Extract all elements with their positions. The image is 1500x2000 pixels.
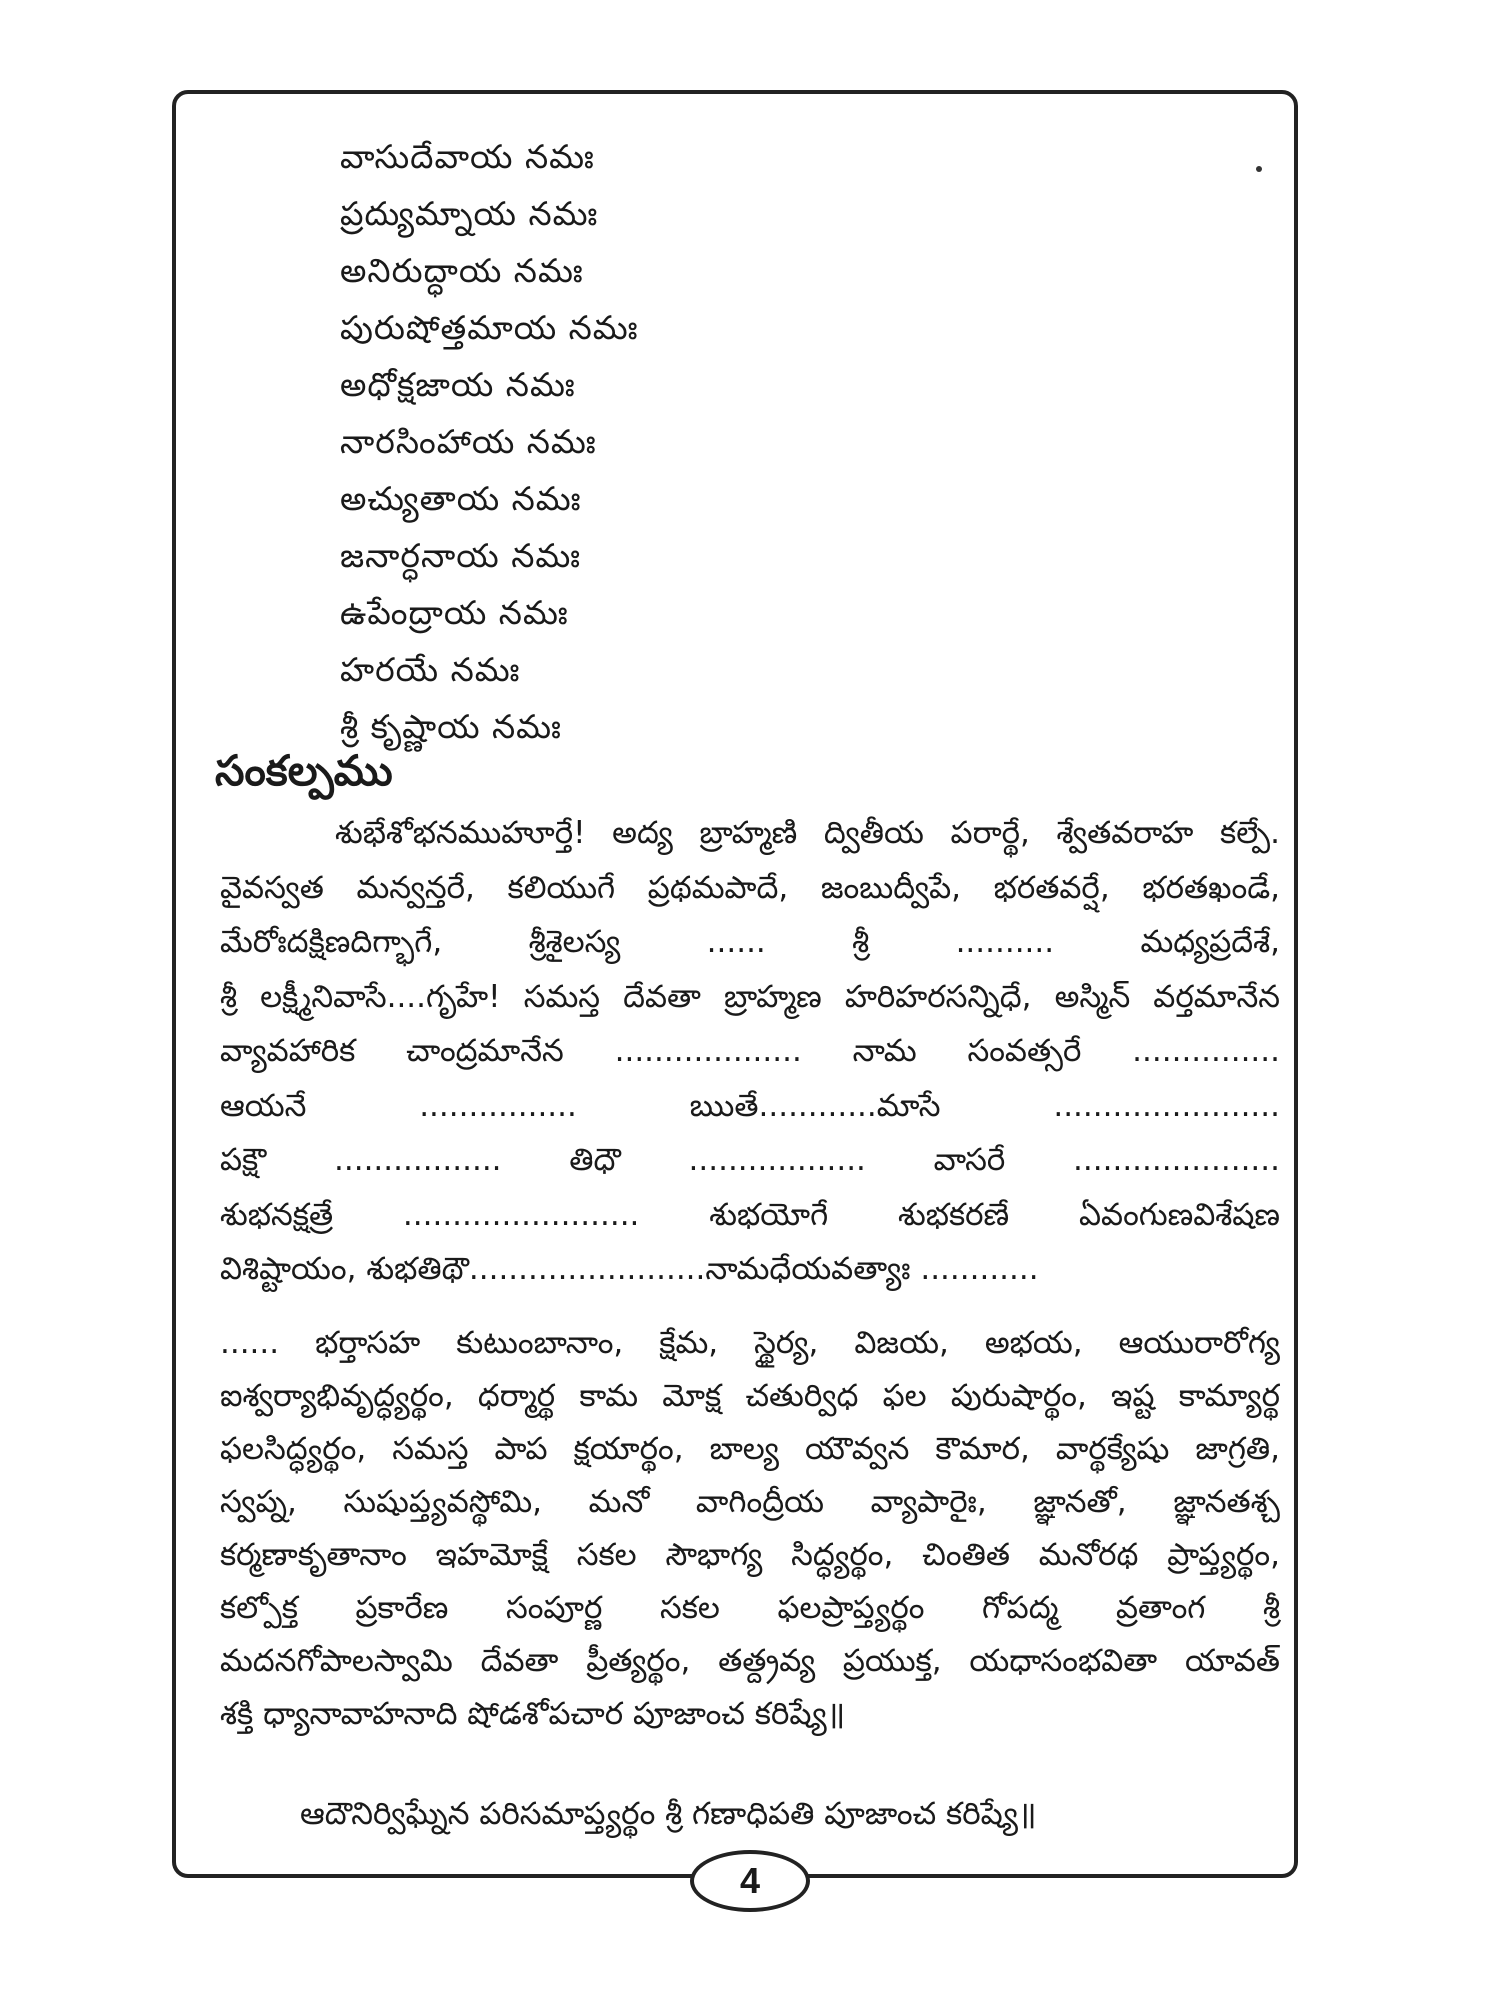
mantra-list	[340, 128, 638, 755]
paragraph-line: ఐశ్వర్యాభివృద్ధ్యర్థం, ధర్మార్థ కామ మోక్ష చతుర్విధ ఫల పురుషార్థం, ఇష్ట కామ్యార్థ	[220, 1378, 1280, 1414]
sankalpam-block	[220, 806, 1280, 1297]
paragraph-line: ...... భర్తాసహ కుటుంబానాం, క్షేమ, స్థైర్య, విజయ, అభయ, ఆయురారోగ్య	[220, 1325, 1280, 1361]
sankalpam-line: వైవస్వత మన్వన్తరే, కలియుగే ప్రథమపాదే, జంబుద్వీపే, భరతవర్షే, భరతఖండే,	[220, 869, 1280, 906]
mantra-line: జనార్ధనాయ నమః	[340, 536, 582, 575]
page-number: 4	[739, 1860, 761, 1901]
paragraph-line: కర్మణాకృతానాం ఇహమోక్షే సకల సౌభాగ్య సిద్ధ్యర్థం, చింతిత మనోరథ ప్రాప్త్యర్థం,	[220, 1537, 1280, 1573]
paragraph-line: కల్పోక్త ప్రకారేణ సంపూర్ణ సకల ఫలప్రాప్త్యర్థం గోపద్మ వ్రతాంగ శ్రీ	[220, 1590, 1280, 1626]
paragraph-line: ఫలసిద్ధ్యర్థం, సమస్త పాప క్షయార్థం, బాల్య యౌవ్వన కౌమార, వార్థక్యేషు జాగ్రతి,	[220, 1431, 1280, 1467]
speck	[1256, 166, 1262, 172]
sankalpam-line: మేరోఃదక్షిణదిగ్భాగే, శ్రీశైలస్య ...... శ్రీ .......... మధ్యప్రదేశే,	[220, 924, 1280, 960]
mantra-line: వాసుదేవాయ నమః	[340, 137, 595, 176]
mantra-line: పురుషోత్తమాయ నమః	[340, 308, 639, 347]
closing-line: ఆదౌనిర్విఘ్నేన పరిసమాప్త్యర్థం శ్రీ గణాధిపతి పూజాంచ కరిష్యే॥	[300, 1796, 1037, 1832]
sankalpam-line: శ్రీ లక్ష్మీనివాసే....గృహే! సమస్త దేవతా బ్రాహ్మణ హరిహరసన్నిధే, అస్మిన్ వర్తమానేన	[220, 978, 1280, 1015]
mantra-line: అనిరుద్ధాయ నమః	[340, 251, 584, 290]
mantra-line: శ్రీ కృష్ణాయ నమః	[340, 707, 562, 746]
sankalpam-line: వ్యావహారిక చాంద్రమానేన ................... నామ సంవత్సరే ...............	[220, 1033, 1280, 1069]
sankalpam-line: ఆయనే ................ ఋతే............మాసే .......................	[220, 1087, 1280, 1124]
section-heading: సంకల్పము	[215, 746, 393, 795]
sankalpam-line: శుభేశోభనముహూర్తే! అద్య బ్రాహ్మణి ద్వితీయ పరార్థే, శ్వేతవరాహ కల్పే.	[335, 815, 1280, 851]
mantra-line: హరయే నమః	[340, 650, 521, 689]
sankalpam-line: పక్షౌ ................. తిధౌ .................. వాసరే .....................	[220, 1142, 1280, 1178]
paragraph-line: మదనగోపాలస్వామి దేవతా ప్రీత్యర్థం, తత్ద్రవ్య ప్రయుక్త, యధాసంభవితా యావత్	[220, 1643, 1280, 1679]
sankalpam-line: విశిష్టాయం, శుభతిథౌ........................నామధేయవత్యాః ............	[220, 1251, 1039, 1287]
sankalpam-line: శుభనక్షత్రే ........................ శుభయోగే శుభకరణే ఏవంగుణవిశేషణ	[220, 1196, 1280, 1233]
mantra-line: అధోక్షజాయ నమః	[340, 365, 576, 404]
mantra-line: అచ్యుతాయ నమః	[340, 479, 582, 518]
paragraph-line: స్వప్న, సుషుప్త్యవస్థోమి, మనో వాగింద్రీయ వ్యాపారైః, జ్ఞానతో, జ్ఞానతశ్చ	[220, 1484, 1280, 1520]
page-number-badge	[690, 1850, 810, 1912]
paragraph-line: శక్తి ధ్యానావాహనాది షోడశోపచార పూజాంచ కరిష్యే॥	[220, 1696, 846, 1732]
mantra-line: ఉపేంద్రాయ నమః	[340, 593, 569, 632]
mantra-line: ప్రద్యుమ్నాయ నమః	[340, 194, 599, 233]
mantra-line: నారసింహాయ నమః	[340, 422, 597, 461]
resolution-paragraph	[220, 1317, 1280, 1741]
